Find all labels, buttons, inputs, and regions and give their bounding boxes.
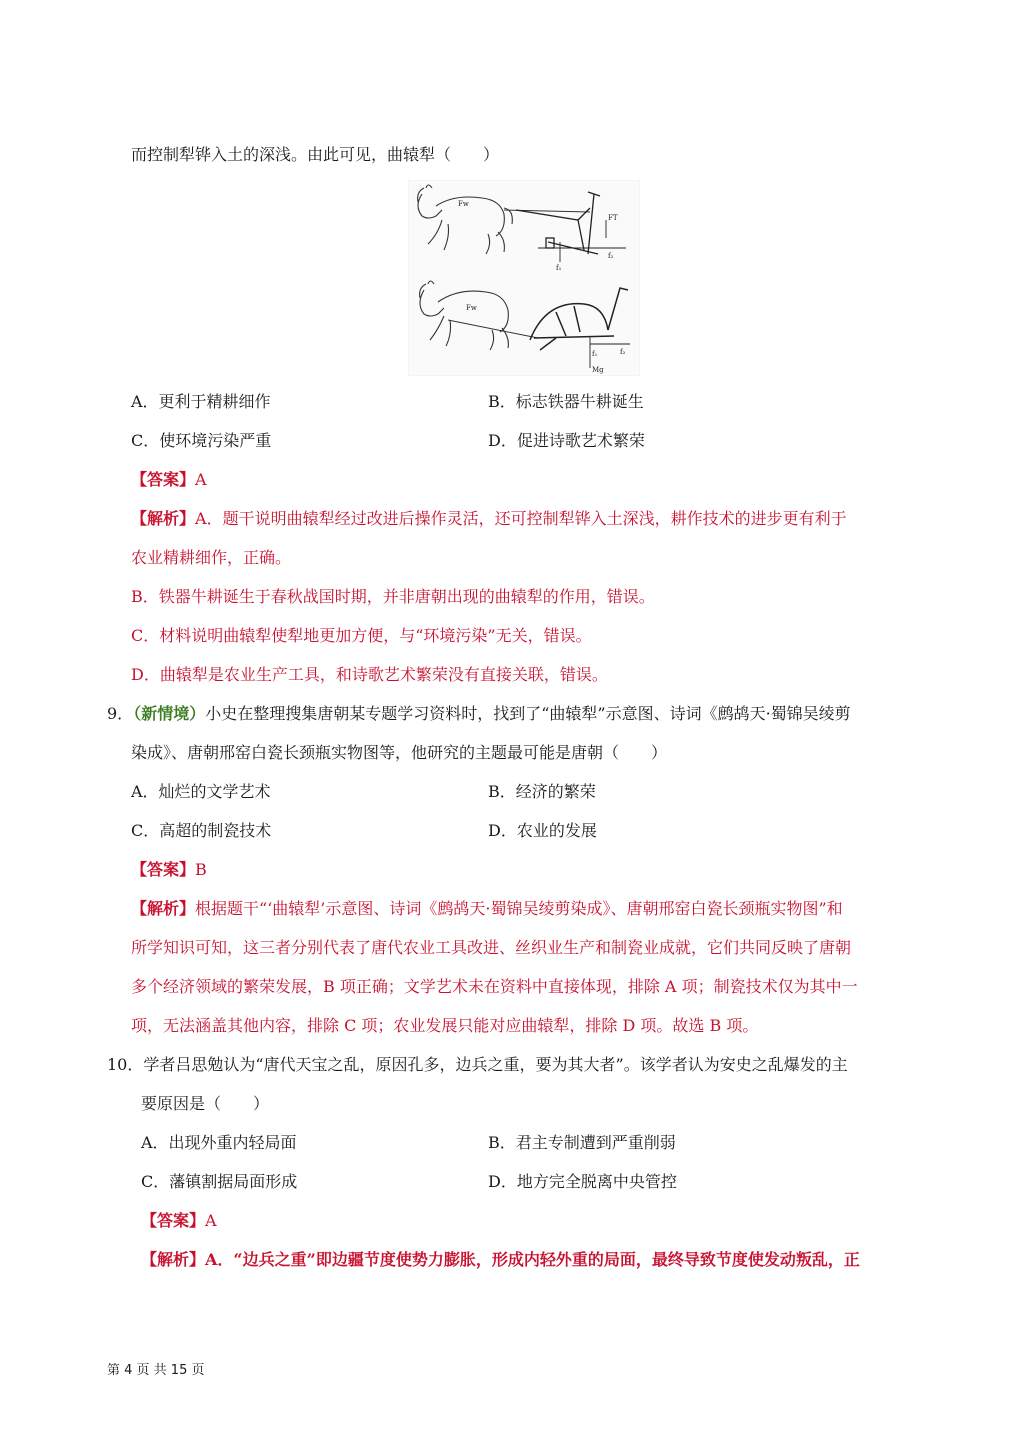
q8-option-c: C．使环境污染严重 (131, 431, 272, 450)
q8-option-a: A．更利于精耕细作 (131, 392, 271, 411)
q8-answer-tag: 【答案】 (131, 470, 196, 489)
q10-answer-line (141, 1210, 217, 1232)
q8-analysis-2: 农业精耕细作，正确。 (131, 548, 292, 567)
q10-answer-tag: 【答案】 (141, 1211, 206, 1230)
q9-analysis-1 (131, 898, 843, 920)
q10-stem-1 (107, 1054, 848, 1076)
q10-stem-2: 要原因是（ ） (141, 1094, 270, 1113)
q10-option-d: D．地方完全脱离中央管控 (488, 1172, 677, 1191)
q10-answer: A (205, 1211, 217, 1230)
q9-stem-2: 染成》、唐朝邢窑白瓷长颈瓶实物图等，他研究的主题最可能是唐朝（ ） (131, 743, 668, 762)
q10-option-b: B．君主专制遭到严重削弱 (488, 1133, 676, 1152)
q9-option-d: D．农业的发展 (488, 821, 597, 840)
label-f1-upper: f₁ (556, 264, 562, 272)
q10-analysis-1 (141, 1249, 860, 1271)
q9-answer-line (131, 859, 207, 881)
q8-analysis-tag: 【解析】 (131, 509, 196, 528)
q9-stem-1 (107, 703, 851, 725)
q9-option-a: A．灿烂的文学艺术 (131, 782, 271, 801)
q9-option-b: B．经济的繁荣 (488, 782, 596, 801)
q8-analysis-5: D．曲辕犁是农业生产工具，和诗歌艺术繁荣没有直接关联，错误。 (131, 665, 608, 684)
q10-number: 10． (107, 1055, 144, 1074)
label-f2-upper: f₂ (608, 252, 614, 260)
label-f2-lower: f₂ (620, 348, 626, 356)
q8-analysis-1 (131, 508, 847, 530)
q9-analysis-tag: 【解析】 (131, 899, 196, 918)
q8-option-b: B．标志铁器牛耕诞生 (488, 392, 644, 411)
q9-option-c: C．高超的制瓷技术 (131, 821, 272, 840)
q9-stem-text-1: 小史在整理搜集唐朝某专题学习资料时，找到了“曲辕犁”示意图、诗词《鹧鸪天·蜀锦吴绫剪 (205, 704, 851, 723)
curved-plough-diagram (408, 180, 640, 376)
q10-analysis-tag: 【解析】 (141, 1250, 206, 1269)
q10-stem-text-1: 学者吕思勉认为“唐代天宝之乱，原因孔多，边兵之重，要为其大者”。该学者认为安史之乱爆发的主 (143, 1055, 848, 1074)
label-ft: FT (608, 214, 618, 222)
label-fw-upper: Fw (458, 200, 469, 208)
q8-answer-line (131, 469, 207, 491)
q8-stem-tail: 而控制犁铧入土的深浅。由此可见，曲辕犁（ ） (131, 145, 500, 164)
q10-analysis-text-1: A．“边兵之重”即边疆节度使势力膨胀，形成内轻外重的局面，最终导致节度使发动叛乱，正 (205, 1250, 860, 1269)
q8-analysis-4: C．材料说明曲辕犁使犁地更加方便，与“环境污染”无关，错误。 (131, 626, 592, 645)
page-footer: 第 4 页 共 15 页 (107, 1363, 205, 1378)
q10-option-a: A．出现外重内轻局面 (141, 1133, 297, 1152)
q9-analysis-3: 多个经济领域的繁荣发展，B 项正确；文学艺术未在资料中直接体现，排除 A 项；制瓷技术仅为其中一 (131, 977, 858, 996)
label-f1-lower: f₁ (592, 350, 598, 358)
q9-analysis-text-1: 根据题干“‘曲辕犁’示意图、诗词《鹧鸪天·蜀锦吴绫剪染成》、唐朝邢窑白瓷长颈瓶实物图”和 (195, 899, 843, 918)
q9-answer: B (195, 860, 207, 879)
q10-option-c: C．藩镇割据局面形成 (141, 1172, 298, 1191)
q8-option-d: D．促进诗歌艺术繁荣 (488, 431, 645, 450)
q9-number: 9． (107, 704, 134, 723)
q9-tag: （新情境） (133, 704, 206, 723)
q8-analysis-text-1: A．题干说明曲辕犁经过改进后操作灵活，还可控制犁铧入土深浅，耕作技术的进步更有利于 (195, 509, 847, 528)
label-fw-lower: Fw (466, 304, 477, 312)
label-mg: Mg (592, 366, 604, 374)
q8-answer: A (195, 470, 207, 489)
q9-answer-tag: 【答案】 (131, 860, 196, 879)
q9-analysis-2: 所学知识可知，这三者分别代表了唐代农业工具改进、丝织业生产和制瓷业成就，它们共同反映了唐朝 (131, 938, 852, 957)
q8-analysis-3: B．铁器牛耕诞生于春秋战国时期，并非唐朝出现的曲辕犁的作用，错误。 (131, 587, 655, 606)
q9-analysis-4: 项，无法涵盖其他内容，排除 C 项；农业发展只能对应曲辕犁，排除 D 项。故选 B 项。 (131, 1016, 759, 1035)
